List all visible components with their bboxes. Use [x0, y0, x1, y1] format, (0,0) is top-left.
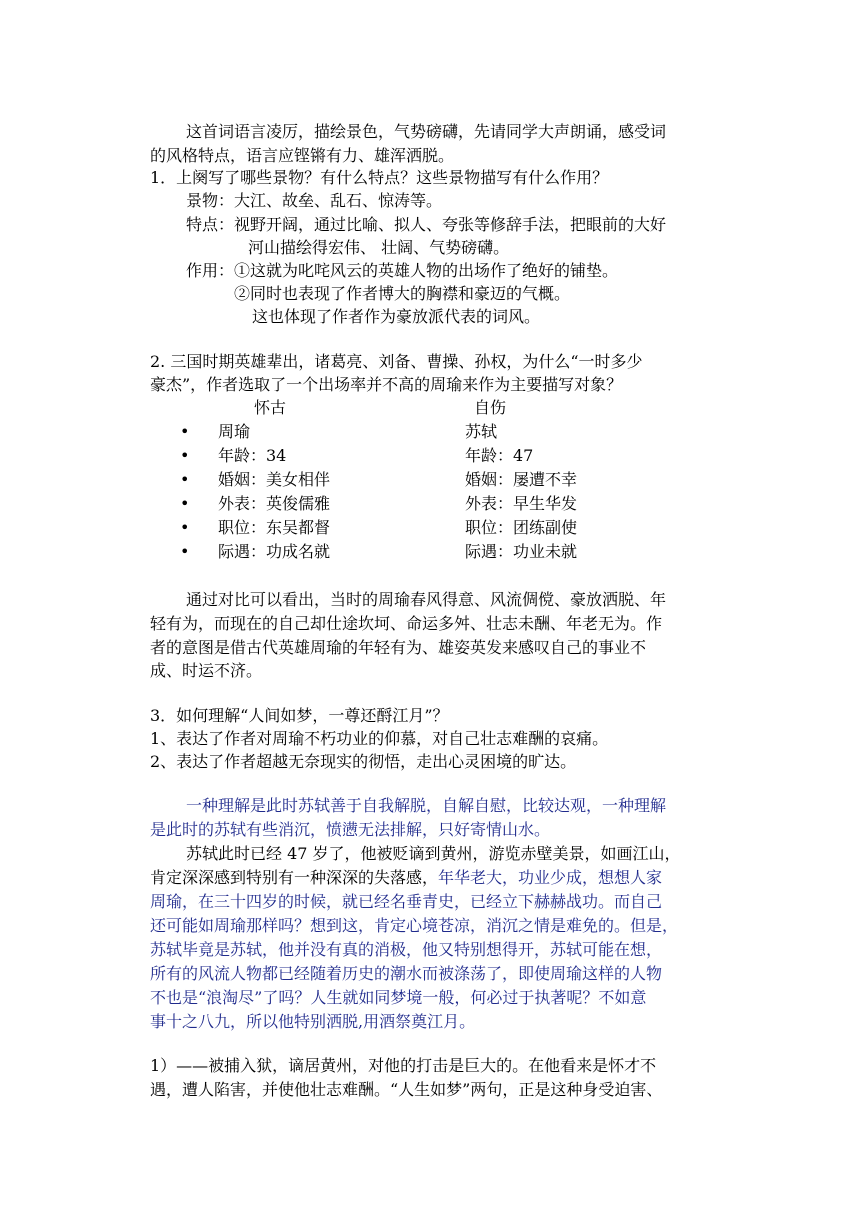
tail-line-1: 1）——被捕入狱，谪居黄州，对他的打击是巨大的。在他看来是怀才不 — [150, 1056, 657, 1075]
q2-conclusion-line-4: 成、时运不济。 — [150, 661, 263, 680]
para2-blue-text: 年华老大，功业少成，想想人家 — [438, 868, 663, 887]
para2-blue-text: 周瑜，在三十四岁的时候，就已经名垂青史，已经立下赫赫战功。而自己 — [150, 892, 663, 911]
para2-line-2 — [150, 866, 662, 890]
q3-answer-1: 1、表达了作者对周瑜不朽功业的仰慕，对自己壮志难酬的哀痛。 — [150, 729, 609, 748]
bullet-icon: • — [180, 542, 190, 561]
q2-question-line-2: 豪杰”，作者选取了一个出场率并不高的周瑜来作为主要描写对象？ — [150, 375, 623, 394]
comparison-left: 际遇：功成名就 — [218, 542, 331, 561]
bullet-icon: • — [180, 422, 190, 441]
q2-question-line-1: 2. 三国时期英雄辈出，诸葛亮、刘备、曹操、孙权，为什么“一时多少 — [150, 352, 643, 371]
comparison-left: 年龄：34 — [218, 446, 287, 465]
q1-features-line-1: 特点：视野开阔，通过比喻、拟人、夸张等修辞手法，把眼前的大好 — [186, 215, 667, 234]
intro-line-2: 的风格特点，语言应铿锵有力、雄浑洒脱。 — [150, 146, 455, 165]
comparison-right: 外表：早生华发 — [465, 494, 578, 513]
para2-line-3 — [150, 890, 662, 914]
comparison-row — [0, 420, 860, 444]
para2-black-text: 肯定深深感到特别有一种深深的失落感， — [150, 868, 439, 887]
comparison-left: 职位：东吴都督 — [218, 518, 331, 537]
comparison-right: 苏轼 — [465, 422, 498, 441]
para2-line-5 — [150, 938, 662, 962]
q1-question: 1．上阕写了哪些景物？有什么特点？这些景物描写有什么作用？ — [150, 168, 609, 187]
comparison-left: 周瑜 — [218, 422, 251, 441]
bullet-icon: • — [180, 446, 190, 465]
comparison-header — [0, 396, 860, 420]
comparison-right: 职位：团练副使 — [465, 518, 578, 537]
comparison-row — [0, 468, 860, 492]
para2-blue-text: 苏轼毕竟是苏轼，他并没有真的消极，他又特别想得开，苏轼可能在想， — [150, 940, 663, 959]
tail-line-2: 遇，遭人陷害，并使他壮志难酬。“人生如梦”两句，正是这种身受迫害、 — [150, 1080, 663, 1099]
q1-scenery: 景物：大江、故垒、乱石、惊涛等。 — [186, 191, 443, 210]
comparison-row — [0, 492, 860, 516]
q3-answer-2: 2、表达了作者超越无奈现实的彻悟，走出心灵困境的旷达。 — [150, 752, 577, 771]
q3-question: 3．如何理解“人间如梦，一尊还酹江月”？ — [150, 706, 449, 725]
para2-blue-text: 还可能如周瑜那样吗？想到这，肯定心境苍凉，消沉之情是难免的。但是， — [150, 916, 679, 935]
comparison-row — [0, 444, 860, 468]
header-right: 自伤 — [474, 398, 507, 417]
para2-black-text: 苏轼此时已经 47 岁了，他被贬谪到黄州，游览赤壁美景，如画江山， — [186, 844, 681, 863]
blue-para1-line-1: 一种理解是此时苏轼善于自我解脱，自解自慰，比较达观，一种理解 — [186, 796, 667, 815]
para2-line-6 — [150, 962, 662, 986]
blue-para1-line-2: 是此时的苏轼有些消沉，愤懑无法排解，只好寄情山水。 — [150, 820, 551, 839]
comparison-left: 婚姻：美女相伴 — [218, 470, 331, 489]
para2-blue-text: 不也是“浪淘尽”了吗？人生就如同梦境一般，何必过于执著呢？不如意 — [150, 988, 647, 1007]
para2-line-8 — [150, 1010, 475, 1034]
q2-conclusion-line-2: 轻有为，而现在的自己却仕途坎坷、命运多舛、壮志未酬、年老无为。作 — [150, 614, 663, 633]
q1-effect-line-1: 作用：①这就为叱咤风云的英雄人物的出场作了绝好的铺垫。 — [186, 261, 619, 280]
comparison-left: 外表：英俊儒雅 — [218, 494, 331, 513]
para2-line-1 — [186, 842, 681, 866]
q1-effect-line-2: ②同时也表现了作者博大的胸襟和豪迈的气概。 — [234, 284, 571, 303]
comparison-row — [0, 516, 860, 540]
q1-effect-line-3: 这也体现了作者作为豪放派代表的词风。 — [252, 307, 541, 326]
para2-blue-text: 所有的风流人物都已经随着历史的潮水而被涤荡了，即使周瑜这样的人物 — [150, 964, 663, 983]
q1-features-line-2: 河山描绘得宏伟、 壮阔、气势磅礴。 — [248, 238, 510, 257]
comparison-right: 婚姻：屡遭不幸 — [465, 470, 578, 489]
q2-conclusion-line-1: 通过对比可以看出，当时的周瑜春风得意、风流倜傥、豪放洒脱、年 — [186, 590, 667, 609]
para2-line-4 — [150, 914, 678, 938]
comparison-right: 年龄：47 — [465, 446, 534, 465]
intro-line-1: 这首词语言凌厉，描绘景色，气势磅礴，先请同学大声朗诵，感受词 — [186, 122, 667, 141]
para2-blue-text: 事十之八九，所以他特别洒脱,用酒祭奠江月。 — [150, 1012, 476, 1031]
q2-conclusion-line-3: 者的意图是借古代英雄周瑜的年轻有为、雄姿英发来感叹自己的事业不 — [150, 638, 647, 657]
bullet-icon: • — [180, 494, 190, 513]
comparison-row — [0, 540, 860, 564]
comparison-right: 际遇：功业未就 — [465, 542, 578, 561]
bullet-icon: • — [180, 518, 190, 537]
para2-line-7 — [150, 986, 646, 1010]
header-left: 怀古 — [254, 398, 287, 417]
bullet-icon: • — [180, 470, 190, 489]
